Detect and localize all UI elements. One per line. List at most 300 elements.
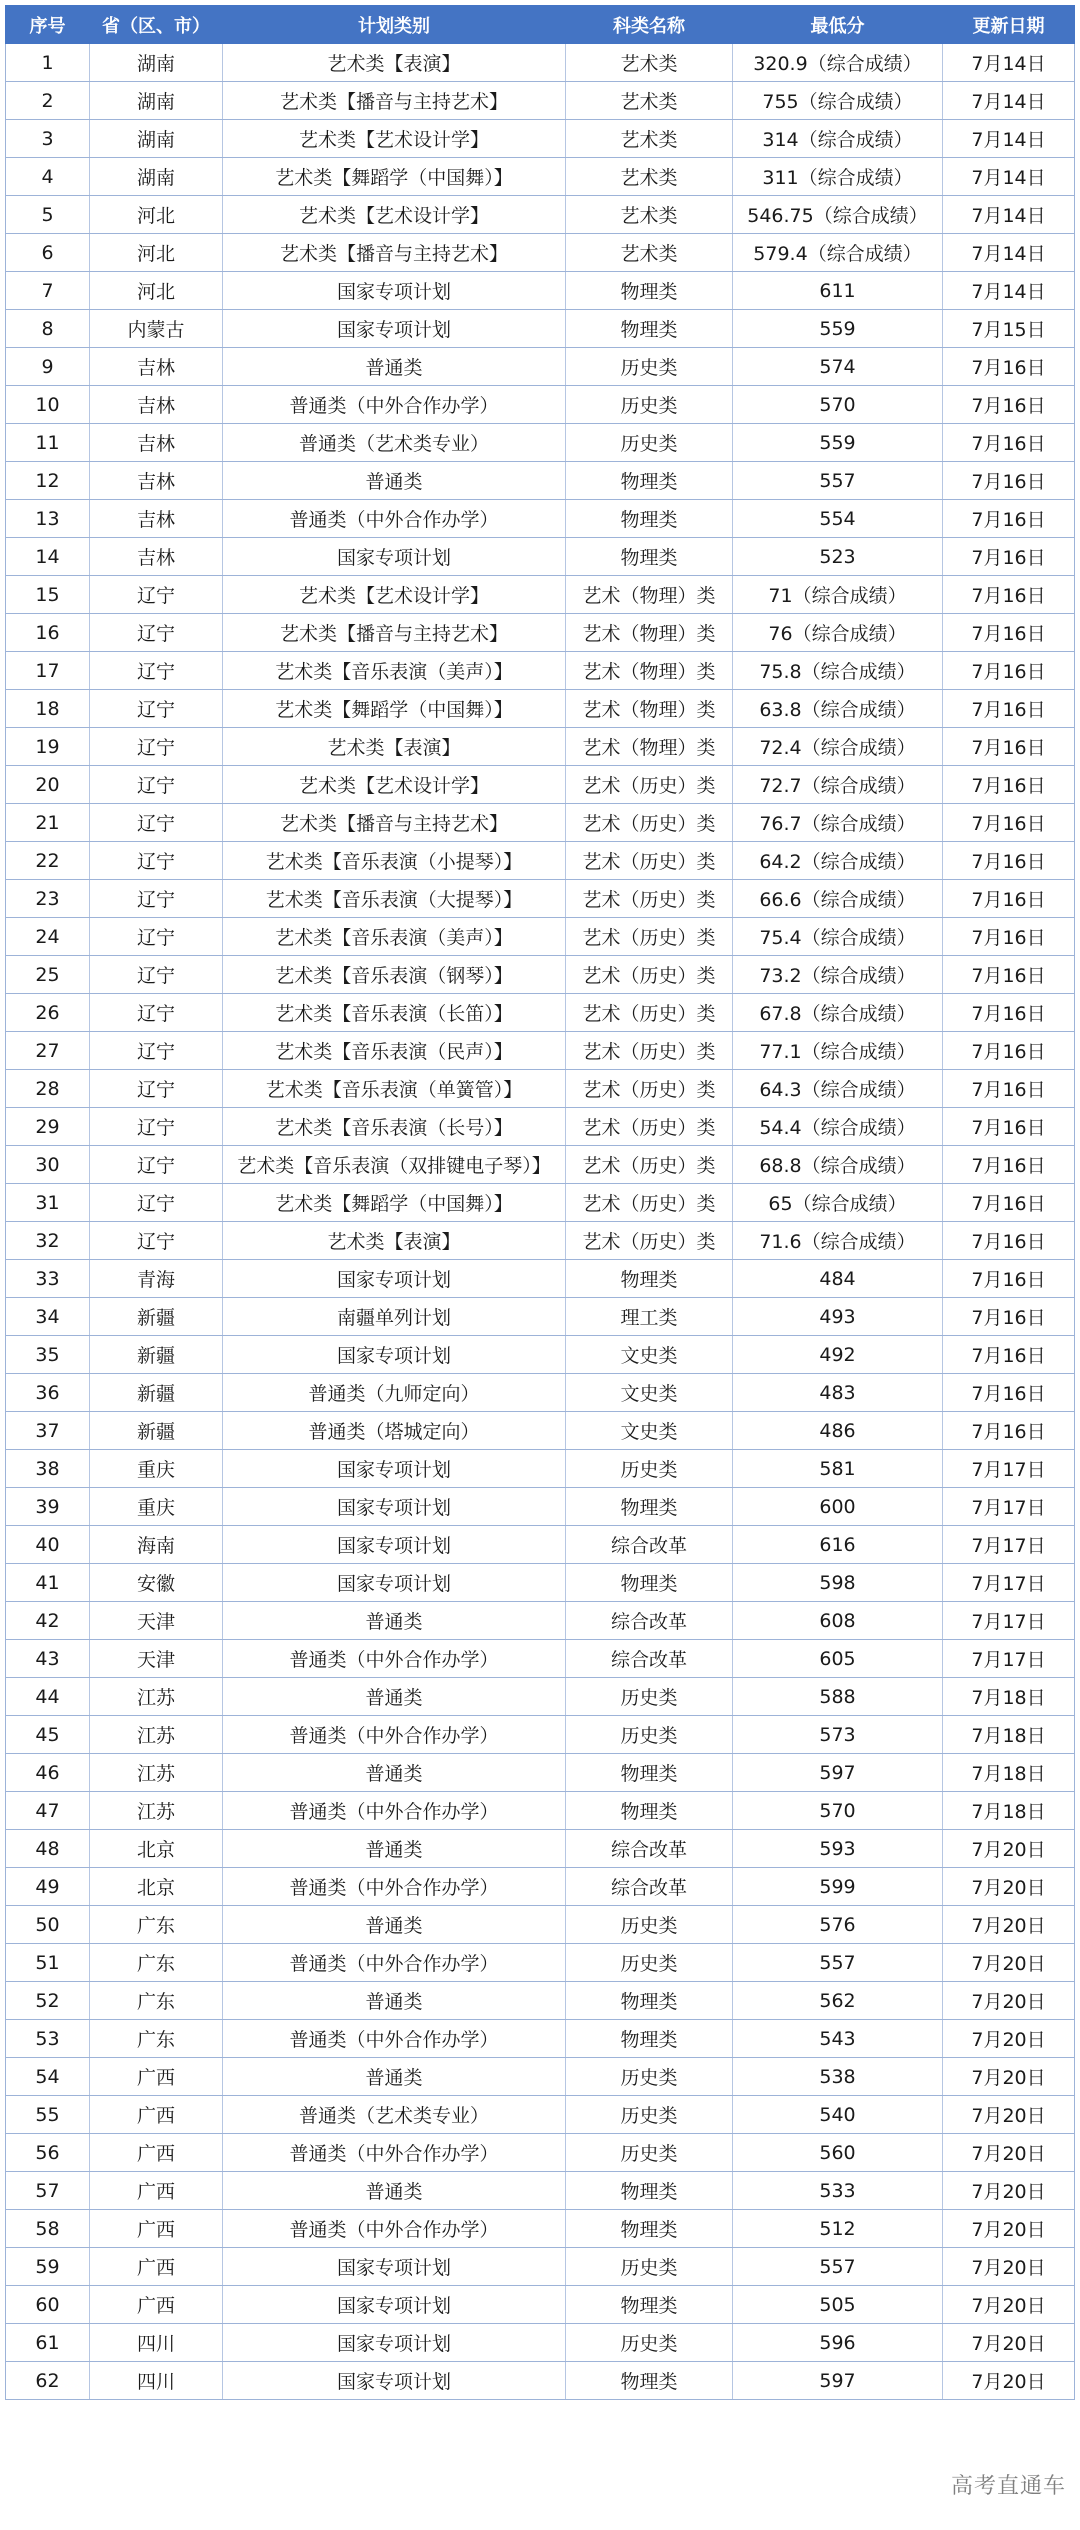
cell-update-date: 7月16日 bbox=[943, 1336, 1075, 1374]
table-row bbox=[6, 1754, 1075, 1792]
cell-plan-category: 普通类（中外合作办学） bbox=[223, 2210, 566, 2248]
table-row bbox=[6, 1564, 1075, 1602]
cell-province: 广西 bbox=[90, 2248, 223, 2286]
cell-min-score: 597 bbox=[733, 2362, 943, 2400]
cell-province: 辽宁 bbox=[90, 1070, 223, 1108]
cell-update-date: 7月17日 bbox=[943, 1526, 1075, 1564]
cell-subject-category: 物理类 bbox=[566, 1260, 733, 1298]
cell-min-score: 484 bbox=[733, 1260, 943, 1298]
cell-index: 18 bbox=[6, 690, 90, 728]
cell-min-score: 559 bbox=[733, 310, 943, 348]
cell-update-date: 7月14日 bbox=[943, 234, 1075, 272]
cell-min-score: 54.4（综合成绩） bbox=[733, 1108, 943, 1146]
cell-update-date: 7月20日 bbox=[943, 2248, 1075, 2286]
cell-update-date: 7月16日 bbox=[943, 500, 1075, 538]
cell-subject-category: 艺术（历史）类 bbox=[566, 1070, 733, 1108]
table-row bbox=[6, 1640, 1075, 1678]
cell-min-score: 543 bbox=[733, 2020, 943, 2058]
table-row bbox=[6, 842, 1075, 880]
cell-subject-category: 艺术类 bbox=[566, 234, 733, 272]
cell-plan-category: 艺术类【表演】 bbox=[223, 728, 566, 766]
cell-plan-category: 普通类 bbox=[223, 1754, 566, 1792]
cell-update-date: 7月16日 bbox=[943, 842, 1075, 880]
table-row bbox=[6, 1108, 1075, 1146]
cell-province: 辽宁 bbox=[90, 1032, 223, 1070]
cell-min-score: 68.8（综合成绩） bbox=[733, 1146, 943, 1184]
cell-subject-category: 文史类 bbox=[566, 1412, 733, 1450]
cell-index: 23 bbox=[6, 880, 90, 918]
cell-subject-category: 艺术类 bbox=[566, 158, 733, 196]
cell-province: 吉林 bbox=[90, 538, 223, 576]
cell-province: 辽宁 bbox=[90, 918, 223, 956]
cell-subject-category: 历史类 bbox=[566, 424, 733, 462]
cell-plan-category: 艺术类【播音与主持艺术】 bbox=[223, 82, 566, 120]
table-row bbox=[6, 690, 1075, 728]
table-row bbox=[6, 2172, 1075, 2210]
cell-update-date: 7月20日 bbox=[943, 2172, 1075, 2210]
cell-update-date: 7月16日 bbox=[943, 1184, 1075, 1222]
cell-province: 湖南 bbox=[90, 120, 223, 158]
cell-index: 47 bbox=[6, 1792, 90, 1830]
cell-index: 9 bbox=[6, 348, 90, 386]
cell-province: 辽宁 bbox=[90, 766, 223, 804]
table-row bbox=[6, 994, 1075, 1032]
cell-plan-category: 普通类（中外合作办学） bbox=[223, 2020, 566, 2058]
cell-plan-category: 普通类 bbox=[223, 2172, 566, 2210]
cell-min-score: 581 bbox=[733, 1450, 943, 1488]
cell-min-score: 505 bbox=[733, 2286, 943, 2324]
cell-subject-category: 艺术类 bbox=[566, 120, 733, 158]
table-row bbox=[6, 1526, 1075, 1564]
cell-update-date: 7月17日 bbox=[943, 1640, 1075, 1678]
cell-index: 57 bbox=[6, 2172, 90, 2210]
cell-subject-category: 物理类 bbox=[566, 462, 733, 500]
cell-min-score: 65（综合成绩） bbox=[733, 1184, 943, 1222]
cell-update-date: 7月16日 bbox=[943, 652, 1075, 690]
cell-update-date: 7月16日 bbox=[943, 1412, 1075, 1450]
cell-index: 49 bbox=[6, 1868, 90, 1906]
cell-subject-category: 历史类 bbox=[566, 2058, 733, 2096]
cell-plan-category: 艺术类【艺术设计学】 bbox=[223, 576, 566, 614]
cell-update-date: 7月20日 bbox=[943, 2286, 1075, 2324]
cell-plan-category: 普通类（中外合作办学） bbox=[223, 1716, 566, 1754]
cell-subject-category: 艺术（历史）类 bbox=[566, 918, 733, 956]
cell-min-score: 66.6（综合成绩） bbox=[733, 880, 943, 918]
cell-province: 北京 bbox=[90, 1868, 223, 1906]
cell-subject-category: 历史类 bbox=[566, 2134, 733, 2172]
cell-subject-category: 艺术（物理）类 bbox=[566, 652, 733, 690]
cell-province: 河北 bbox=[90, 196, 223, 234]
cell-index: 5 bbox=[6, 196, 90, 234]
cell-plan-category: 国家专项计划 bbox=[223, 310, 566, 348]
cell-province: 吉林 bbox=[90, 462, 223, 500]
table-row bbox=[6, 538, 1075, 576]
cell-index: 29 bbox=[6, 1108, 90, 1146]
cell-index: 17 bbox=[6, 652, 90, 690]
cell-index: 6 bbox=[6, 234, 90, 272]
cell-plan-category: 普通类 bbox=[223, 1906, 566, 1944]
cell-province: 广西 bbox=[90, 2058, 223, 2096]
cell-subject-category: 物理类 bbox=[566, 2362, 733, 2400]
table-row bbox=[6, 880, 1075, 918]
table-row bbox=[6, 1298, 1075, 1336]
table-row bbox=[6, 918, 1075, 956]
cell-index: 15 bbox=[6, 576, 90, 614]
cell-plan-category: 普通类 bbox=[223, 1830, 566, 1868]
cell-plan-category: 国家专项计划 bbox=[223, 538, 566, 576]
cell-province: 湖南 bbox=[90, 158, 223, 196]
cell-index: 45 bbox=[6, 1716, 90, 1754]
cell-index: 48 bbox=[6, 1830, 90, 1868]
cell-province: 广西 bbox=[90, 2096, 223, 2134]
cell-index: 11 bbox=[6, 424, 90, 462]
table-row bbox=[6, 728, 1075, 766]
cell-index: 37 bbox=[6, 1412, 90, 1450]
cell-province: 四川 bbox=[90, 2362, 223, 2400]
table-row bbox=[6, 1260, 1075, 1298]
cell-plan-category: 艺术类【艺术设计学】 bbox=[223, 766, 566, 804]
cell-update-date: 7月14日 bbox=[943, 196, 1075, 234]
cell-subject-category: 物理类 bbox=[566, 272, 733, 310]
table-row bbox=[6, 2058, 1075, 2096]
cell-subject-category: 物理类 bbox=[566, 1982, 733, 2020]
cell-min-score: 573 bbox=[733, 1716, 943, 1754]
cell-min-score: 559 bbox=[733, 424, 943, 462]
cell-update-date: 7月16日 bbox=[943, 918, 1075, 956]
table-row bbox=[6, 2020, 1075, 2058]
cell-plan-category: 普通类（中外合作办学） bbox=[223, 1640, 566, 1678]
table-row bbox=[6, 1944, 1075, 1982]
cell-index: 1 bbox=[6, 44, 90, 82]
cell-plan-category: 普通类（中外合作办学） bbox=[223, 500, 566, 538]
cell-plan-category: 国家专项计划 bbox=[223, 272, 566, 310]
cell-plan-category: 普通类（塔城定向） bbox=[223, 1412, 566, 1450]
cell-index: 8 bbox=[6, 310, 90, 348]
cell-index: 4 bbox=[6, 158, 90, 196]
cell-province: 辽宁 bbox=[90, 652, 223, 690]
cell-index: 26 bbox=[6, 994, 90, 1032]
cell-update-date: 7月17日 bbox=[943, 1602, 1075, 1640]
cell-min-score: 483 bbox=[733, 1374, 943, 1412]
cell-update-date: 7月14日 bbox=[943, 82, 1075, 120]
cell-subject-category: 艺术（历史）类 bbox=[566, 994, 733, 1032]
table-row bbox=[6, 614, 1075, 652]
cell-update-date: 7月15日 bbox=[943, 310, 1075, 348]
cell-plan-category: 普通类（艺术类专业） bbox=[223, 2096, 566, 2134]
table-row bbox=[6, 234, 1075, 272]
cell-index: 33 bbox=[6, 1260, 90, 1298]
cell-index: 43 bbox=[6, 1640, 90, 1678]
cell-subject-category: 历史类 bbox=[566, 386, 733, 424]
cell-update-date: 7月16日 bbox=[943, 386, 1075, 424]
cell-min-score: 76（综合成绩） bbox=[733, 614, 943, 652]
cell-subject-category: 综合改革 bbox=[566, 1602, 733, 1640]
table-row bbox=[6, 576, 1075, 614]
cell-update-date: 7月17日 bbox=[943, 1488, 1075, 1526]
cell-plan-category: 艺术类【表演】 bbox=[223, 44, 566, 82]
cell-plan-category: 国家专项计划 bbox=[223, 2362, 566, 2400]
cell-subject-category: 艺术类 bbox=[566, 44, 733, 82]
table-row bbox=[6, 1184, 1075, 1222]
cell-plan-category: 艺术类【音乐表演（民声）】 bbox=[223, 1032, 566, 1070]
cell-update-date: 7月16日 bbox=[943, 576, 1075, 614]
cell-update-date: 7月18日 bbox=[943, 1678, 1075, 1716]
cell-subject-category: 历史类 bbox=[566, 1944, 733, 1982]
cell-update-date: 7月20日 bbox=[943, 1868, 1075, 1906]
cell-index: 59 bbox=[6, 2248, 90, 2286]
cell-subject-category: 物理类 bbox=[566, 1754, 733, 1792]
cell-plan-category: 艺术类【表演】 bbox=[223, 1222, 566, 1260]
cell-index: 32 bbox=[6, 1222, 90, 1260]
cell-province: 广东 bbox=[90, 1906, 223, 1944]
table-body bbox=[6, 44, 1075, 2400]
cell-province: 新疆 bbox=[90, 1412, 223, 1450]
table-row bbox=[6, 1602, 1075, 1640]
table-row bbox=[6, 1450, 1075, 1488]
cell-update-date: 7月18日 bbox=[943, 1792, 1075, 1830]
table-row bbox=[6, 766, 1075, 804]
cell-province: 广西 bbox=[90, 2210, 223, 2248]
cell-subject-category: 物理类 bbox=[566, 310, 733, 348]
cell-plan-category: 艺术类【音乐表演（美声）】 bbox=[223, 918, 566, 956]
cell-plan-category: 艺术类【音乐表演（双排键电子琴）】 bbox=[223, 1146, 566, 1184]
cell-update-date: 7月16日 bbox=[943, 614, 1075, 652]
cell-update-date: 7月16日 bbox=[943, 348, 1075, 386]
cell-min-score: 588 bbox=[733, 1678, 943, 1716]
cell-update-date: 7月16日 bbox=[943, 804, 1075, 842]
table-row bbox=[6, 1412, 1075, 1450]
cell-province: 辽宁 bbox=[90, 614, 223, 652]
cell-province: 辽宁 bbox=[90, 1146, 223, 1184]
cell-subject-category: 综合改革 bbox=[566, 1526, 733, 1564]
cell-plan-category: 艺术类【音乐表演（单簧管）】 bbox=[223, 1070, 566, 1108]
cell-min-score: 600 bbox=[733, 1488, 943, 1526]
cell-province: 吉林 bbox=[90, 424, 223, 462]
cell-update-date: 7月16日 bbox=[943, 1108, 1075, 1146]
cell-update-date: 7月20日 bbox=[943, 2134, 1075, 2172]
header-subject-category: 科类名称 bbox=[566, 6, 733, 44]
cell-min-score: 616 bbox=[733, 1526, 943, 1564]
cell-subject-category: 物理类 bbox=[566, 2286, 733, 2324]
cell-index: 42 bbox=[6, 1602, 90, 1640]
table-row bbox=[6, 2324, 1075, 2362]
table-row bbox=[6, 1868, 1075, 1906]
cell-index: 50 bbox=[6, 1906, 90, 1944]
cell-update-date: 7月16日 bbox=[943, 538, 1075, 576]
cell-province: 安徽 bbox=[90, 1564, 223, 1602]
table-header bbox=[6, 6, 1075, 44]
cell-plan-category: 艺术类【舞蹈学（中国舞）】 bbox=[223, 1184, 566, 1222]
cell-plan-category: 艺术类【艺术设计学】 bbox=[223, 120, 566, 158]
cell-min-score: 598 bbox=[733, 1564, 943, 1602]
cell-subject-category: 艺术（物理）类 bbox=[566, 728, 733, 766]
cell-province: 江苏 bbox=[90, 1792, 223, 1830]
cell-min-score: 611 bbox=[733, 272, 943, 310]
cell-min-score: 75.4（综合成绩） bbox=[733, 918, 943, 956]
cell-update-date: 7月16日 bbox=[943, 994, 1075, 1032]
table-row bbox=[6, 2286, 1075, 2324]
cell-min-score: 486 bbox=[733, 1412, 943, 1450]
cell-index: 21 bbox=[6, 804, 90, 842]
header-update-date: 更新日期 bbox=[943, 6, 1075, 44]
cell-subject-category: 历史类 bbox=[566, 1906, 733, 1944]
cell-min-score: 597 bbox=[733, 1754, 943, 1792]
cell-plan-category: 艺术类【播音与主持艺术】 bbox=[223, 614, 566, 652]
cell-index: 40 bbox=[6, 1526, 90, 1564]
table-row bbox=[6, 158, 1075, 196]
cell-update-date: 7月16日 bbox=[943, 1070, 1075, 1108]
header-plan-category: 计划类别 bbox=[223, 6, 566, 44]
table-row bbox=[6, 2362, 1075, 2400]
cell-subject-category: 物理类 bbox=[566, 2210, 733, 2248]
cell-min-score: 523 bbox=[733, 538, 943, 576]
cell-index: 10 bbox=[6, 386, 90, 424]
cell-plan-category: 艺术类【音乐表演（美声）】 bbox=[223, 652, 566, 690]
cell-plan-category: 国家专项计划 bbox=[223, 1336, 566, 1374]
cell-province: 海南 bbox=[90, 1526, 223, 1564]
cell-plan-category: 普通类（九师定向） bbox=[223, 1374, 566, 1412]
cell-update-date: 7月16日 bbox=[943, 1374, 1075, 1412]
cell-plan-category: 艺术类【音乐表演（钢琴）】 bbox=[223, 956, 566, 994]
cell-index: 16 bbox=[6, 614, 90, 652]
cell-province: 辽宁 bbox=[90, 880, 223, 918]
cell-province: 辽宁 bbox=[90, 842, 223, 880]
cell-plan-category: 普通类 bbox=[223, 2058, 566, 2096]
cell-subject-category: 艺术类 bbox=[566, 196, 733, 234]
cell-index: 3 bbox=[6, 120, 90, 158]
cell-min-score: 512 bbox=[733, 2210, 943, 2248]
cell-update-date: 7月16日 bbox=[943, 690, 1075, 728]
cell-update-date: 7月20日 bbox=[943, 2210, 1075, 2248]
cell-min-score: 64.3（综合成绩） bbox=[733, 1070, 943, 1108]
cell-province: 新疆 bbox=[90, 1336, 223, 1374]
cell-min-score: 538 bbox=[733, 2058, 943, 2096]
cell-index: 7 bbox=[6, 272, 90, 310]
header-province: 省（区、市） bbox=[90, 6, 223, 44]
cell-index: 24 bbox=[6, 918, 90, 956]
cell-min-score: 492 bbox=[733, 1336, 943, 1374]
cell-province: 新疆 bbox=[90, 1374, 223, 1412]
cell-index: 34 bbox=[6, 1298, 90, 1336]
cell-min-score: 557 bbox=[733, 2248, 943, 2286]
cell-subject-category: 理工类 bbox=[566, 1298, 733, 1336]
cell-subject-category: 综合改革 bbox=[566, 1830, 733, 1868]
cell-update-date: 7月17日 bbox=[943, 1450, 1075, 1488]
cell-province: 广西 bbox=[90, 2172, 223, 2210]
cell-plan-category: 普通类（中外合作办学） bbox=[223, 386, 566, 424]
cell-province: 重庆 bbox=[90, 1450, 223, 1488]
cell-min-score: 570 bbox=[733, 386, 943, 424]
cell-subject-category: 艺术（物理）类 bbox=[566, 614, 733, 652]
cell-plan-category: 国家专项计划 bbox=[223, 2324, 566, 2362]
cell-province: 辽宁 bbox=[90, 690, 223, 728]
cell-index: 46 bbox=[6, 1754, 90, 1792]
cell-province: 辽宁 bbox=[90, 1108, 223, 1146]
cell-province: 青海 bbox=[90, 1260, 223, 1298]
cell-index: 35 bbox=[6, 1336, 90, 1374]
cell-province: 天津 bbox=[90, 1602, 223, 1640]
cell-plan-category: 艺术类【音乐表演（长号）】 bbox=[223, 1108, 566, 1146]
cell-index: 2 bbox=[6, 82, 90, 120]
cell-subject-category: 艺术（物理）类 bbox=[566, 690, 733, 728]
cell-index: 28 bbox=[6, 1070, 90, 1108]
cell-update-date: 7月20日 bbox=[943, 2096, 1075, 2134]
cell-update-date: 7月16日 bbox=[943, 1260, 1075, 1298]
table-row bbox=[6, 1336, 1075, 1374]
cell-update-date: 7月14日 bbox=[943, 272, 1075, 310]
cell-index: 56 bbox=[6, 2134, 90, 2172]
cell-index: 55 bbox=[6, 2096, 90, 2134]
cell-update-date: 7月16日 bbox=[943, 1146, 1075, 1184]
cell-plan-category: 普通类 bbox=[223, 1678, 566, 1716]
cell-update-date: 7月16日 bbox=[943, 728, 1075, 766]
cell-index: 51 bbox=[6, 1944, 90, 1982]
cell-subject-category: 历史类 bbox=[566, 1716, 733, 1754]
cell-subject-category: 历史类 bbox=[566, 1450, 733, 1488]
watermark: 高考直通车 bbox=[950, 2474, 1066, 2499]
table-row bbox=[6, 82, 1075, 120]
cell-index: 39 bbox=[6, 1488, 90, 1526]
cell-plan-category: 艺术类【播音与主持艺术】 bbox=[223, 804, 566, 842]
cell-min-score: 562 bbox=[733, 1982, 943, 2020]
table-row bbox=[6, 462, 1075, 500]
cell-plan-category: 艺术类【音乐表演（大提琴）】 bbox=[223, 880, 566, 918]
cell-index: 36 bbox=[6, 1374, 90, 1412]
cell-index: 41 bbox=[6, 1564, 90, 1602]
cell-subject-category: 物理类 bbox=[566, 500, 733, 538]
cell-subject-category: 艺术（历史）类 bbox=[566, 804, 733, 842]
cell-update-date: 7月14日 bbox=[943, 120, 1075, 158]
cell-plan-category: 普通类 bbox=[223, 1602, 566, 1640]
cell-index: 60 bbox=[6, 2286, 90, 2324]
table-row bbox=[6, 500, 1075, 538]
table-row bbox=[6, 2248, 1075, 2286]
cell-min-score: 593 bbox=[733, 1830, 943, 1868]
cell-province: 天津 bbox=[90, 1640, 223, 1678]
cell-min-score: 63.8（综合成绩） bbox=[733, 690, 943, 728]
cell-update-date: 7月20日 bbox=[943, 1830, 1075, 1868]
score-table bbox=[5, 5, 1075, 2400]
table-row bbox=[6, 956, 1075, 994]
cell-index: 52 bbox=[6, 1982, 90, 2020]
cell-min-score: 540 bbox=[733, 2096, 943, 2134]
cell-province: 四川 bbox=[90, 2324, 223, 2362]
cell-update-date: 7月20日 bbox=[943, 1906, 1075, 1944]
cell-update-date: 7月18日 bbox=[943, 1754, 1075, 1792]
cell-index: 30 bbox=[6, 1146, 90, 1184]
cell-province: 内蒙古 bbox=[90, 310, 223, 348]
cell-province: 江苏 bbox=[90, 1678, 223, 1716]
cell-index: 38 bbox=[6, 1450, 90, 1488]
cell-province: 湖南 bbox=[90, 44, 223, 82]
cell-min-score: 71.6（综合成绩） bbox=[733, 1222, 943, 1260]
table-row bbox=[6, 1374, 1075, 1412]
cell-subject-category: 历史类 bbox=[566, 2096, 733, 2134]
cell-province: 北京 bbox=[90, 1830, 223, 1868]
cell-update-date: 7月14日 bbox=[943, 44, 1075, 82]
cell-subject-category: 文史类 bbox=[566, 1374, 733, 1412]
header-index: 序号 bbox=[6, 6, 90, 44]
cell-subject-category: 艺术（历史）类 bbox=[566, 1108, 733, 1146]
cell-subject-category: 艺术（历史）类 bbox=[566, 880, 733, 918]
cell-update-date: 7月20日 bbox=[943, 2362, 1075, 2400]
cell-subject-category: 历史类 bbox=[566, 1678, 733, 1716]
cell-min-score: 576 bbox=[733, 1906, 943, 1944]
cell-min-score: 533 bbox=[733, 2172, 943, 2210]
table-row bbox=[6, 652, 1075, 690]
cell-plan-category: 国家专项计划 bbox=[223, 2248, 566, 2286]
cell-province: 广东 bbox=[90, 1944, 223, 1982]
